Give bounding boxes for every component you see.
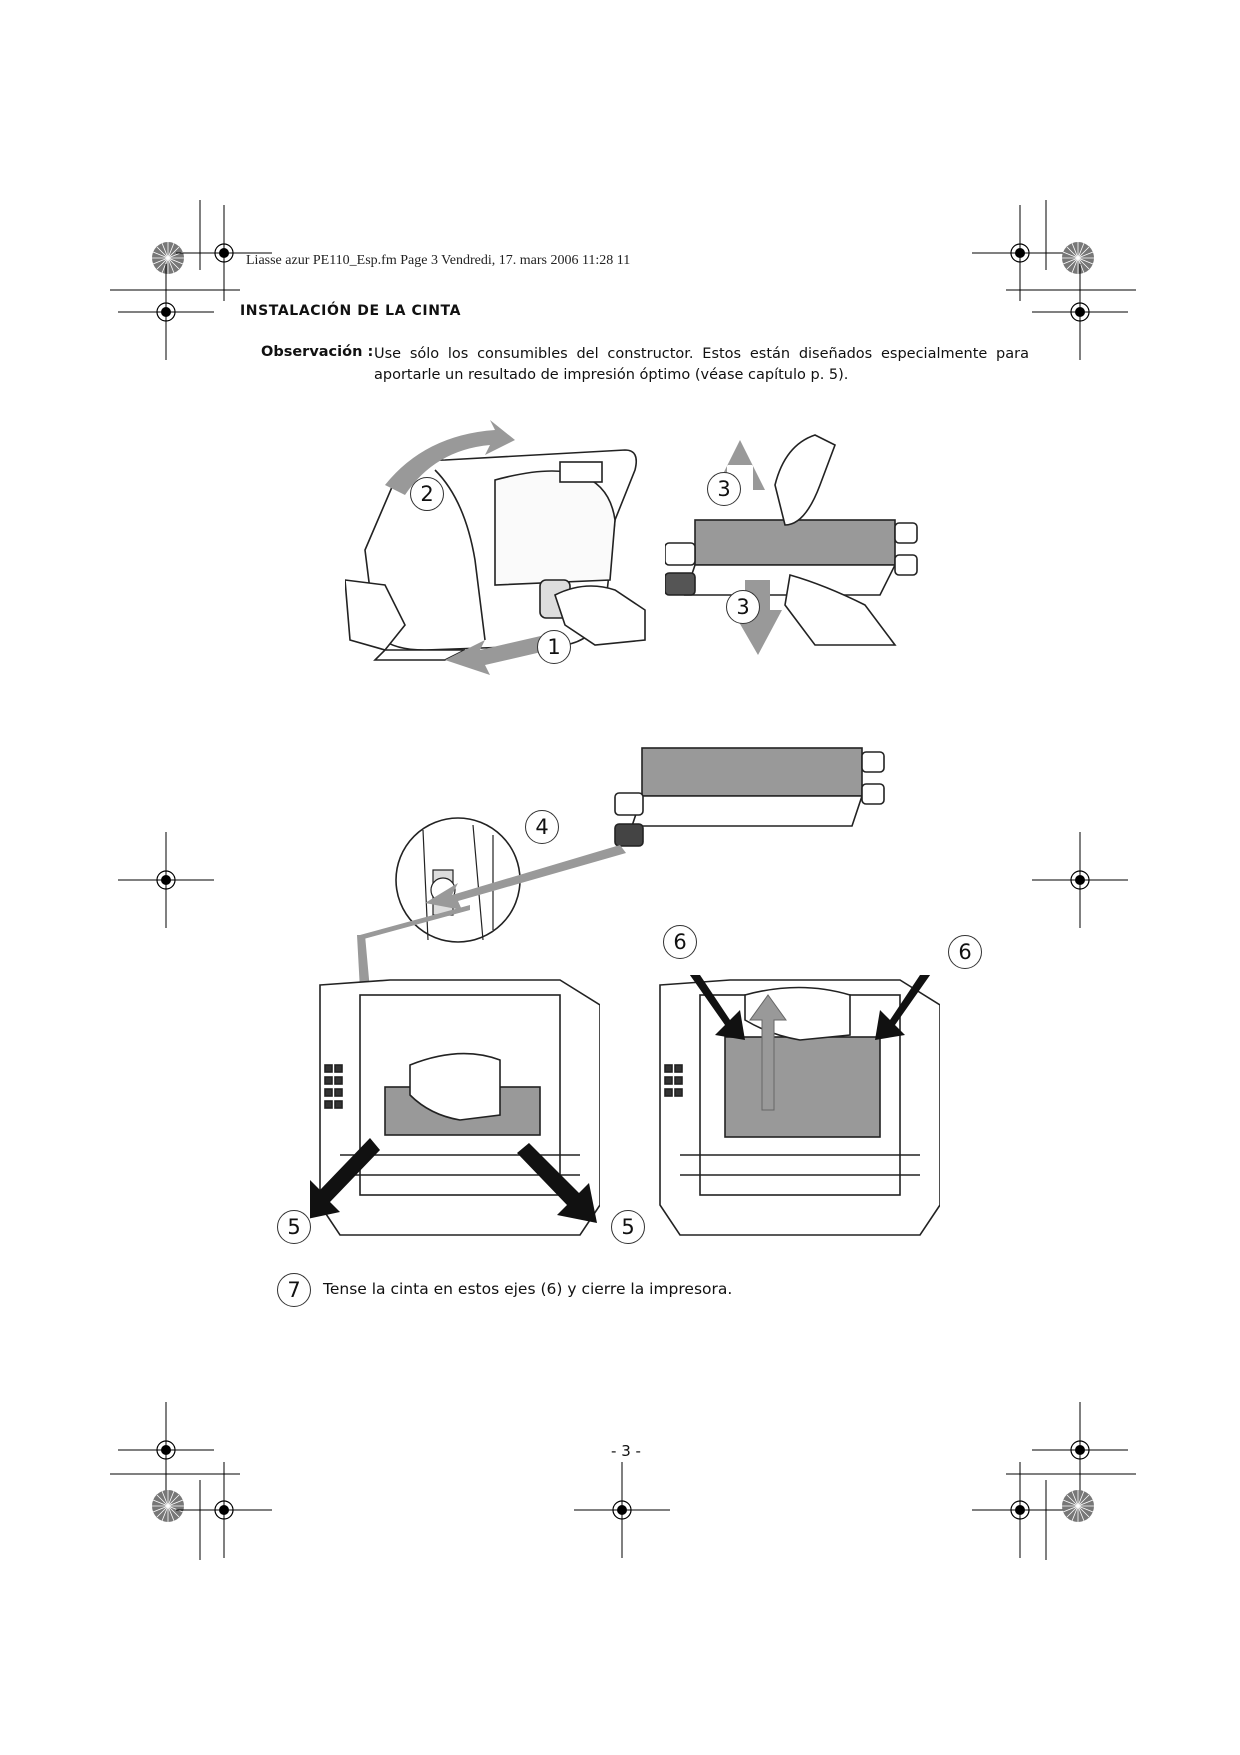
- step-3-bottom-marker: 3: [726, 590, 760, 624]
- step-7-marker: 7: [277, 1273, 311, 1307]
- printer-step6-illustration: [650, 975, 940, 1245]
- step-1-marker: 1: [537, 630, 571, 664]
- section-title: INSTALACIÓN DE LA CINTA: [240, 303, 462, 319]
- step-6-left-marker: 6: [663, 925, 697, 959]
- page-number: - 3 -: [611, 1442, 641, 1460]
- printer-step5-illustration: [310, 975, 600, 1245]
- printer-open-illustration: [345, 410, 665, 685]
- step-3-top-marker: 3: [707, 472, 741, 506]
- note-label: Observación :: [261, 344, 374, 360]
- step-7-text: Tense la cinta en estos ejes (6) y cierre la impresora.: [323, 1280, 733, 1298]
- step-4-marker: 4: [525, 810, 559, 844]
- step-5-left-marker: 5: [277, 1210, 311, 1244]
- ribbon-removal-illustration: [665, 425, 925, 655]
- step-5-right-marker: 5: [611, 1210, 645, 1244]
- step-2-marker: 2: [410, 477, 444, 511]
- note-line-2: aportarle un resultado de impresión óptimo (véase capítulo p. 5).: [374, 367, 849, 383]
- note-line-1: Use sólo los consumibles del constructor. Estos están diseñados especialmente para: [374, 346, 1029, 362]
- note-body: [374, 344, 1029, 386]
- step-6-right-marker: 6: [948, 935, 982, 969]
- print-header: Liasse azur PE110_Esp.fm Page 3 Vendredi, 17. mars 2006 11:28 11: [246, 253, 631, 268]
